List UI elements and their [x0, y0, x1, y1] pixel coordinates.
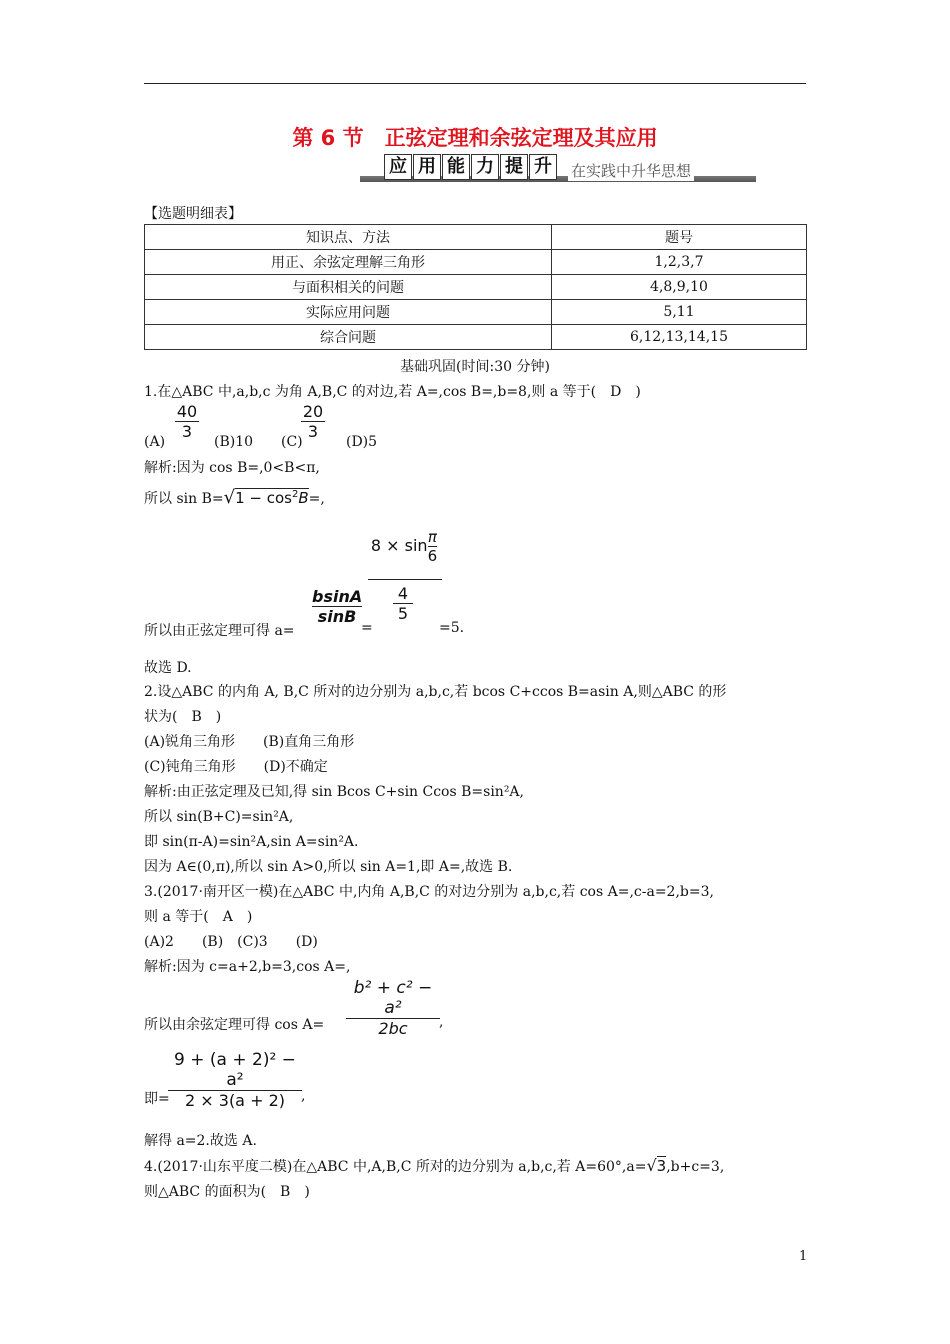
- table-row: [145, 325, 807, 350]
- pi-over-6: [428, 528, 438, 565]
- fraction-denominator: 5: [397, 604, 409, 623]
- q3-solution-line4: 解得 a=2.故选 A.: [144, 1133, 257, 1149]
- table-cell: 5,11: [552, 300, 807, 325]
- q3-solution-line1: 解析:因为 c=a+2,b=3,cos A=,: [144, 959, 351, 975]
- banner-char: 升: [529, 154, 557, 180]
- fraction-numerator: 40: [176, 402, 198, 421]
- fraction-denominator: sinB: [317, 607, 357, 626]
- q2-solution-line3: 即 sin(π-A)=sin²A,sin A=sin²A.: [144, 834, 359, 850]
- q3-options: (A)2 (B) (C)3 (D): [144, 934, 318, 950]
- q2-solution-line4: 因为 A∈(0,π),所以 sin A>0,所以 sin A=1,即 A=,故选 B.: [144, 859, 513, 875]
- fraction-numerator: 9 + (a + 2)² − a²: [174, 1050, 296, 1090]
- section-heading: 基础巩固(时间:30 分钟): [400, 359, 550, 375]
- math-text: 8 × sin: [370, 536, 428, 555]
- table-row: [145, 250, 807, 275]
- q4-stem-line2: 则△ABC 的面积为( B ): [144, 1184, 310, 1200]
- fraction-denominator: 2bc: [378, 1019, 408, 1038]
- page-number: 1: [799, 1249, 808, 1264]
- table-header-row: [145, 225, 807, 250]
- q1-option-c-fraction: [301, 402, 325, 441]
- sqrt-sign: √: [223, 487, 236, 508]
- q1-big-denominator: [393, 584, 413, 623]
- table-cell: 与面积相关的问题: [145, 275, 552, 300]
- table-cell: 1,2,3,7: [552, 250, 807, 275]
- q1-solution-line4: 故选 D.: [144, 660, 192, 676]
- banner-char: 力: [471, 154, 499, 180]
- fraction-denominator: 3: [307, 422, 319, 441]
- q3-stem-line1: 3.(2017·南开区一模)在△ABC 中,内角 A,B,C 的对边分别为 a,b,c,若 cos A=,c-a=2,b=3,: [144, 884, 714, 900]
- q1-option-c-label: (C): [281, 434, 303, 450]
- superscript: 2: [291, 489, 299, 500]
- table-cell: 6,12,13,14,15: [552, 325, 807, 350]
- table-row: [145, 275, 807, 300]
- q1-option-a-fraction: [175, 402, 199, 441]
- q2-solution-line2: 所以 sin(B+C)=sin²A,: [144, 809, 294, 825]
- q3-stem-line2: 则 a 等于( A ): [144, 909, 253, 925]
- q2-options-line1: (A)锐角三角形 (B)直角三角形: [144, 734, 355, 750]
- math-var: B: [298, 489, 309, 507]
- text: ,b+c=3,: [666, 1159, 725, 1175]
- q1-option-b: (B)10: [214, 434, 254, 450]
- q1-solution-line3: 所以由正弦定理可得 a=: [144, 623, 295, 639]
- q1-big-numerator: [368, 528, 440, 565]
- fraction-denominator: 3: [181, 422, 193, 441]
- text: 所以 sin B=: [144, 491, 224, 507]
- q1-sine-rule-fraction: [312, 587, 362, 626]
- banner-char: 能: [442, 154, 470, 180]
- q1-solution-line2: [144, 487, 325, 508]
- fraction-denominator: 2 × 3(a + 2): [185, 1091, 285, 1110]
- math-text: 1 − cos: [235, 489, 292, 507]
- q3-substituted-fraction: [168, 1050, 302, 1110]
- comma: ,: [439, 1014, 444, 1030]
- header-rule: [144, 83, 806, 84]
- q3-cosine-fraction: [346, 978, 440, 1038]
- q1-big-fraction-bar: [368, 579, 442, 580]
- table-row: [145, 300, 807, 325]
- comma: ,: [301, 1088, 306, 1104]
- q2-stem-line2: 状为( B ): [144, 709, 222, 725]
- fraction-numerator: 4: [397, 584, 409, 603]
- sqrt-sign: √: [646, 1156, 657, 1175]
- sqrt-radicand: 3: [656, 1157, 667, 1175]
- q1-stem: 1.在△ABC 中,a,b,c 为角 A,B,C 的对边,若 A=,cos B=,b=8,则 a 等于( D ): [144, 384, 641, 400]
- fraction-numerator: b² + c² − a²: [353, 978, 433, 1018]
- q2-solution-line1: 解析:由正弦定理及已知,得 sin Bcos C+sin Ccos B=sin²A,: [144, 784, 524, 800]
- page-title: 第 6 节 正弦定理和余弦定理及其应用: [292, 126, 658, 150]
- table-header-cell: 题号: [552, 225, 807, 250]
- banner-subtitle: 在实践中升华思想: [568, 160, 694, 181]
- q4-stem-line1: [144, 1156, 724, 1176]
- section-banner: [360, 154, 756, 184]
- banner-char: 提: [500, 154, 528, 180]
- table-heading: 【选题明细表】: [144, 206, 242, 222]
- q1-option-d: (D)5: [346, 434, 378, 450]
- table-cell: 综合问题: [145, 325, 552, 350]
- banner-char: 用: [413, 154, 441, 180]
- equals-sign: =: [361, 620, 373, 636]
- fraction-numerator: bsinA: [312, 587, 363, 606]
- sqrt-radicand: [235, 488, 309, 507]
- math-var: π: [427, 528, 437, 546]
- q2-options-line2: (C)钝角三角形 (D)不确定: [144, 759, 328, 775]
- fraction-numerator: 20: [302, 402, 324, 421]
- banner-chars: [384, 154, 558, 180]
- q1-result: =5.: [439, 620, 465, 636]
- topic-table: [144, 224, 807, 350]
- q3-solution-line2: 所以由余弦定理可得 cos A=: [144, 1017, 325, 1033]
- q1-solution-line1: 解析:因为 cos B=,0<B<π,: [144, 460, 320, 476]
- math-text: 6: [427, 547, 438, 565]
- banner-char: 应: [384, 154, 412, 180]
- text: =,: [308, 491, 325, 507]
- table-cell: 用正、余弦定理解三角形: [145, 250, 552, 275]
- q3-solution-line3: 即=: [144, 1091, 170, 1107]
- q2-stem-line1: 2.设△ABC 的内角 A, B,C 所对的边分别为 a,b,c,若 bcos C+ccos B=asin A,则△ABC 的形: [144, 684, 727, 700]
- table-header-cell: 知识点、方法: [145, 225, 552, 250]
- table-cell: 实际应用问题: [145, 300, 552, 325]
- table-cell: 4,8,9,10: [552, 275, 807, 300]
- q1-option-a-label: (A): [144, 434, 166, 450]
- text: 4.(2017·山东平度二模)在△ABC 中,A,B,C 所对的边分别为 a,b,c,若 A=60°,a=: [144, 1159, 647, 1175]
